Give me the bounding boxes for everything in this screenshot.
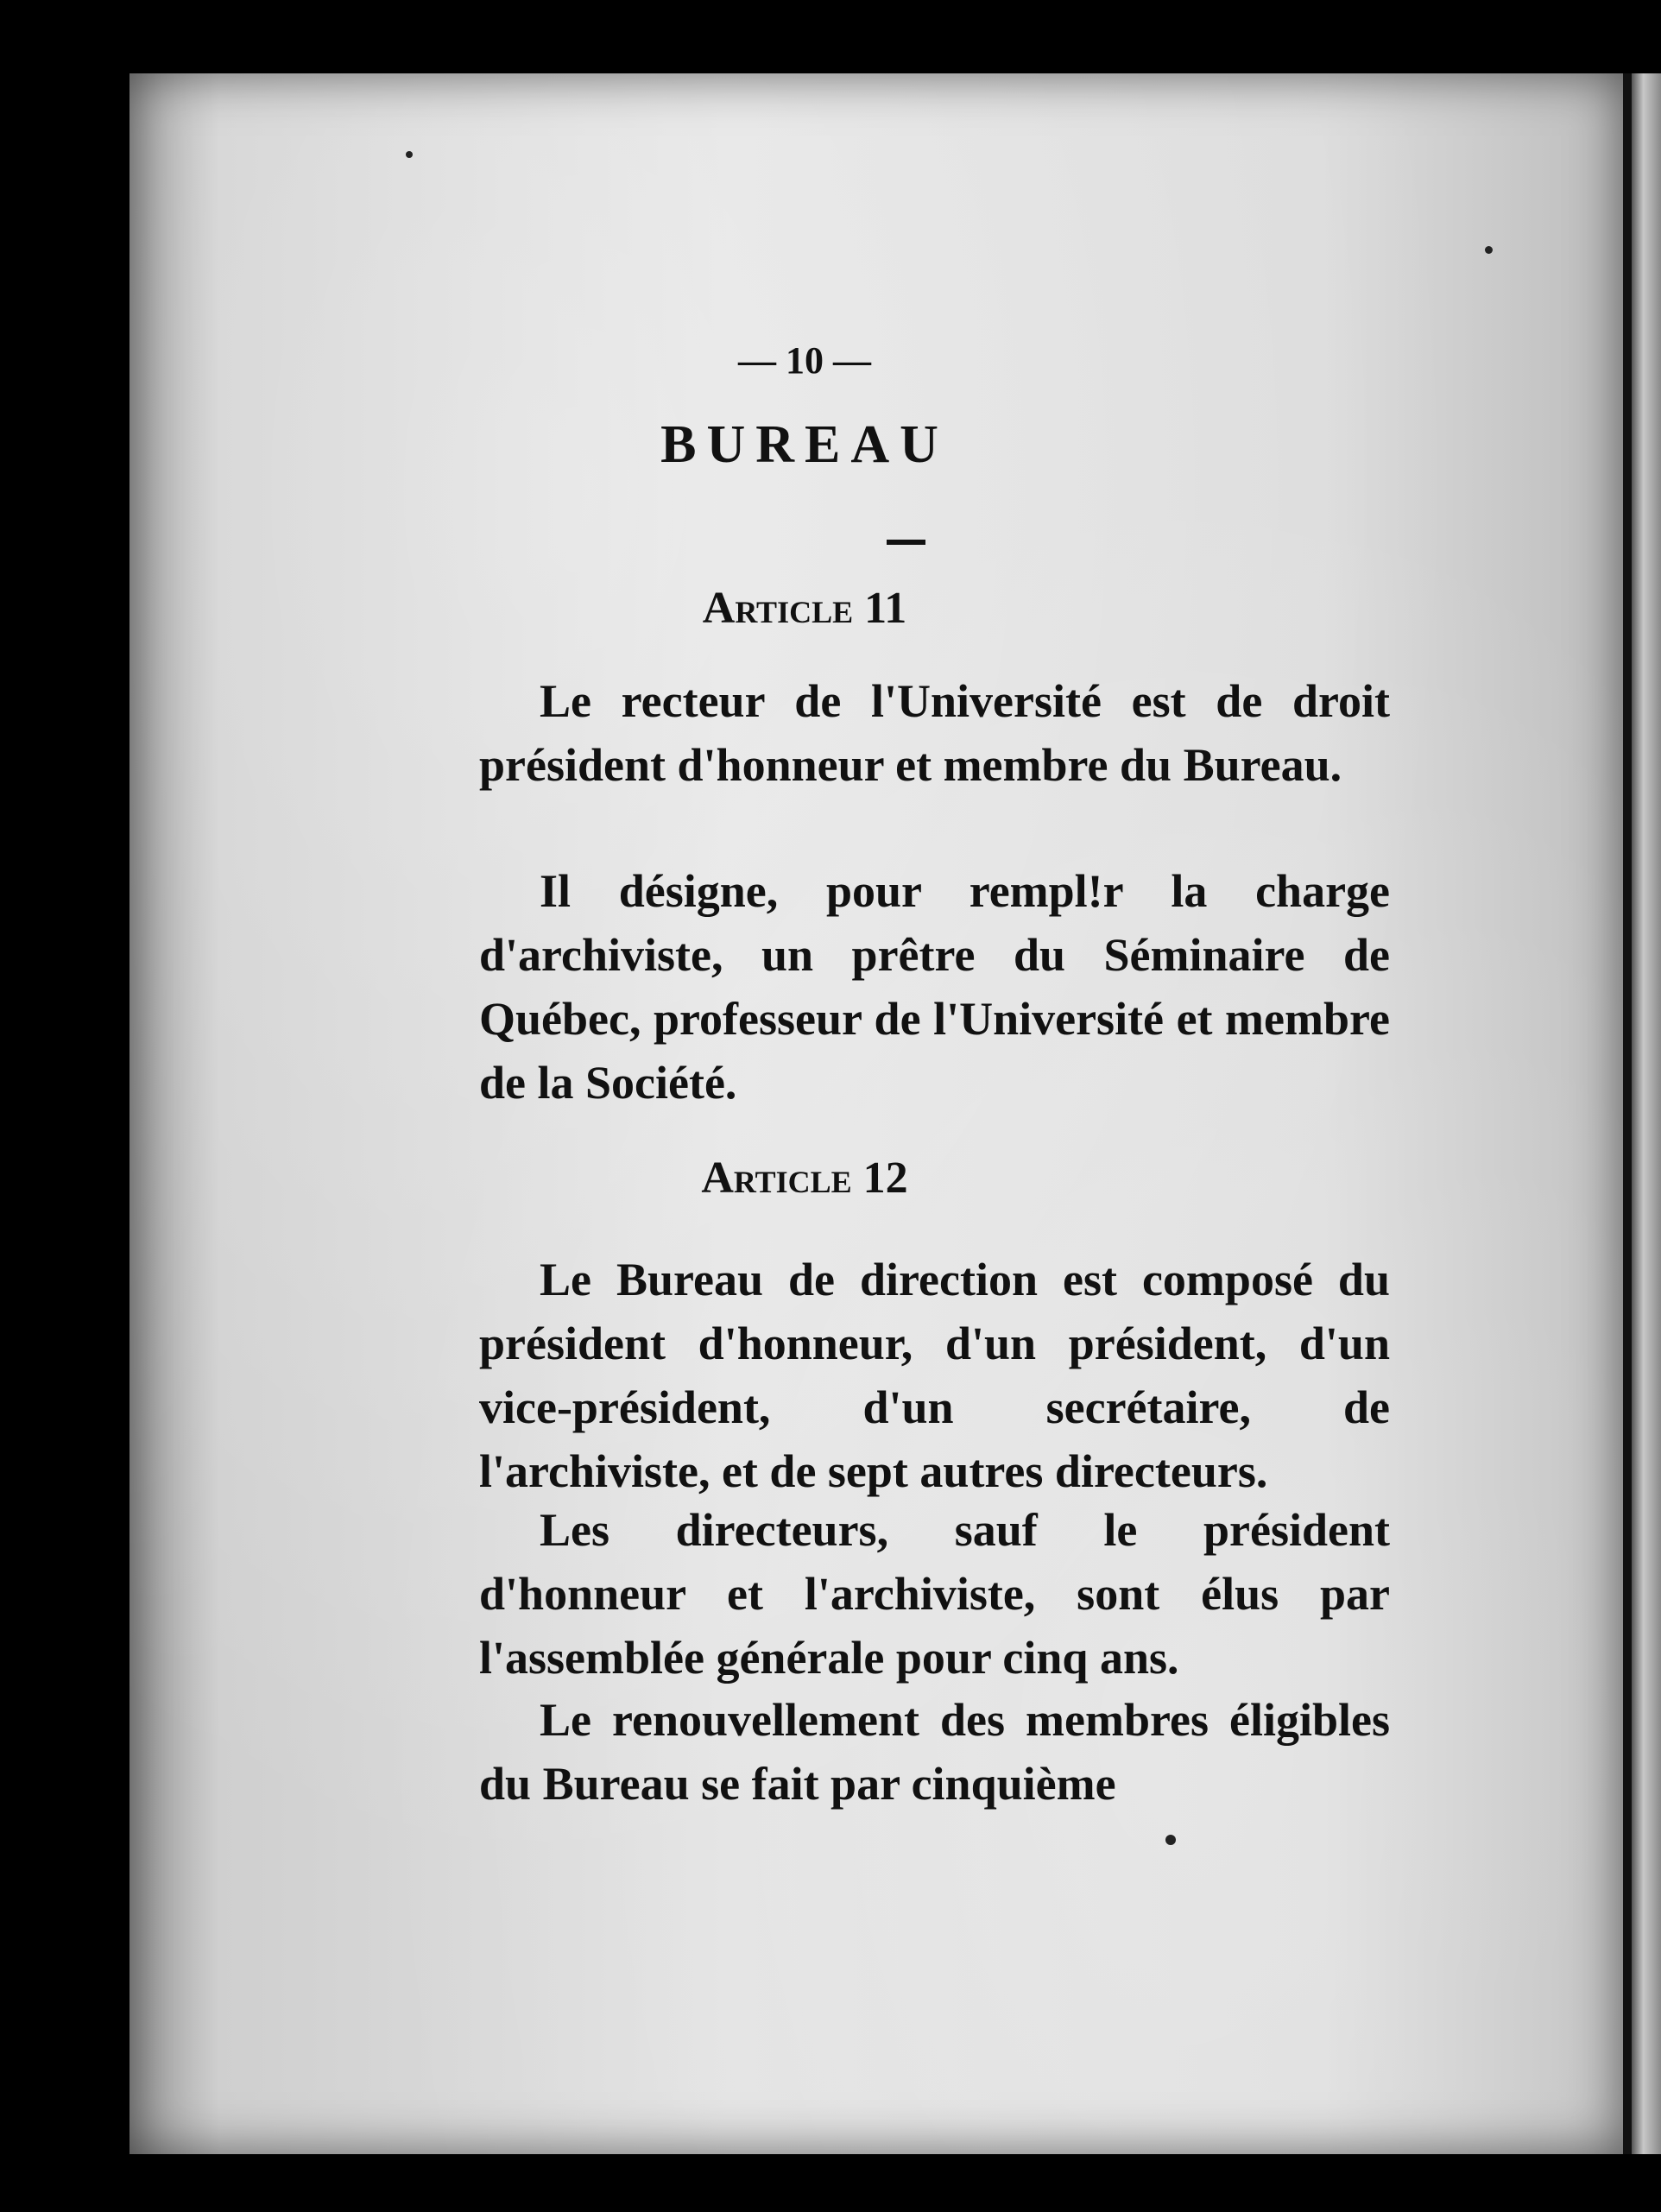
article-12-paragraph-1: Le Bureau de direction est composé du président d'honneur, d'un président, d'un vice-président, d'un secrétaire, de l'archiviste, et de sept autres directeurs. (479, 1254, 1390, 1497)
article-12-heading: Article 12 (701, 1153, 908, 1203)
page-number: — 10 — (738, 339, 871, 382)
article-11-paragraph-2: Il désigne, pour rempl!r la charge d'archiviste, un prêtre du Séminaire de Québec, professeur de l'Université et membre de la Société. (479, 865, 1390, 1109)
adjacent-page-strip (1632, 73, 1661, 2154)
article-11-heading: Article 11 (702, 584, 907, 633)
article-12-paragraph-2: Les directeurs, sauf le président d'honneur et l'archiviste, sont élus par l'assemblée générale pour cinq ans. (479, 1504, 1390, 1684)
section-title: BUREAU (660, 415, 949, 474)
page-edge (1623, 73, 1632, 2154)
ink-speck (1485, 246, 1493, 254)
title-divider (887, 540, 925, 545)
article-11-paragraph-1: Le recteur de l'Université est de droit président d'honneur et membre du Bureau. (479, 675, 1390, 791)
ink-speck (406, 151, 413, 158)
article-12-paragraph-3: Le renouvellement des membres éligibles du Bureau se fait par cinquième (479, 1694, 1390, 1810)
ink-speck (1165, 1835, 1176, 1845)
